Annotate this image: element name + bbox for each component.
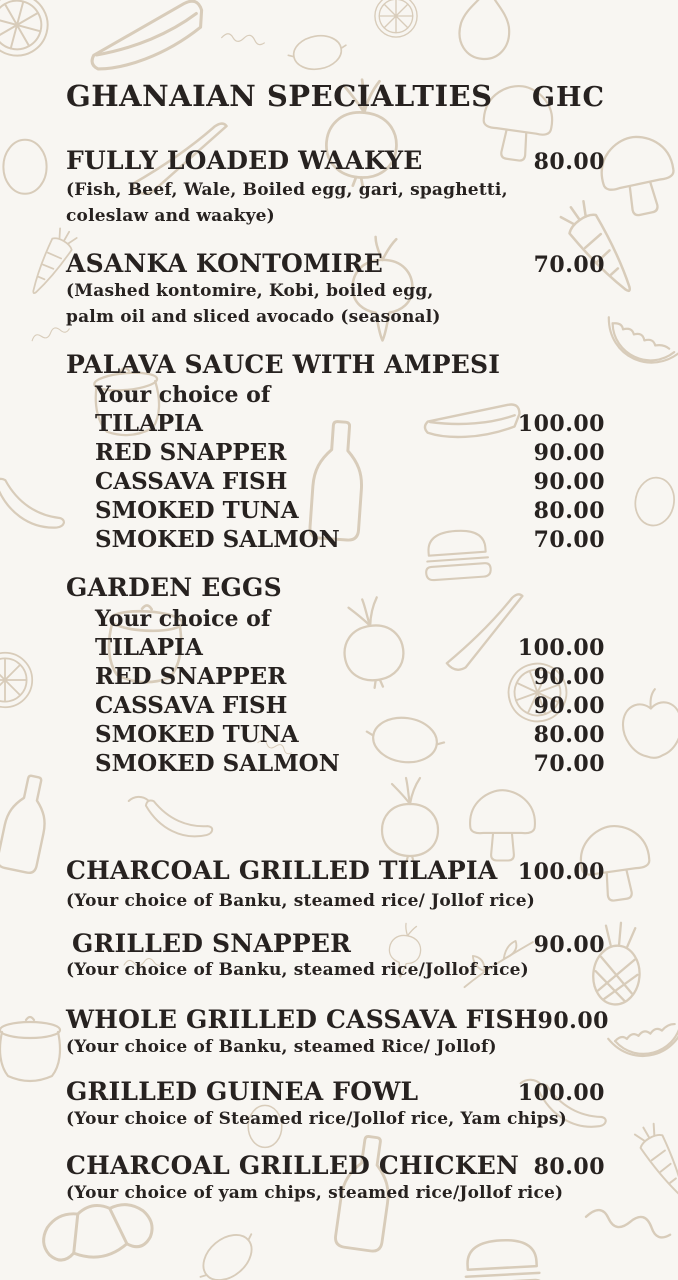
menu-option-price: 90.00	[533, 440, 605, 466]
menu-option-row	[95, 470, 605, 493]
page-title: GHANAIAN SPECIALTIES	[66, 79, 493, 113]
menu-item-row	[66, 931, 605, 956]
menu-item-desc: (Your choice of Steamed rice/Jollof rice, Yam chips)	[66, 1109, 567, 1129]
menu-section-subtitle: Your choice of	[95, 606, 271, 632]
menu-item-row	[66, 1005, 609, 1034]
menu-option-name: CASSAVA FISH	[95, 468, 288, 495]
menu-item-name: CHARCOAL GRILLED TILAPIA	[66, 856, 498, 885]
menu-item-desc: coleslaw and waakye)	[66, 206, 275, 226]
menu-option-name: SMOKED SALMON	[95, 750, 340, 777]
menu-option-price: 80.00	[533, 722, 605, 748]
menu-item-price: 90.00	[537, 1008, 609, 1034]
menu-option-name: TILAPIA	[95, 634, 203, 661]
menu-item-name: PALAVA SAUCE WITH AMPESI	[66, 350, 501, 379]
menu-option-name: SMOKED SALMON	[95, 526, 340, 553]
menu-item-desc: (Mashed kontomire, Kobi, boiled egg,	[66, 281, 434, 301]
menu-option-name: TILAPIA	[95, 410, 203, 437]
menu-option-row	[95, 752, 605, 775]
menu-option-name: RED SNAPPER	[95, 663, 287, 690]
menu-option-price: 100.00	[517, 635, 605, 661]
menu-option-name: SMOKED TUNA	[95, 497, 299, 524]
menu-item-row	[66, 1079, 605, 1104]
menu-item-desc: (Fish, Beef, Wale, Boiled egg, gari, spaghetti,	[66, 180, 508, 200]
menu-option-price: 70.00	[533, 751, 605, 777]
menu-item-row	[66, 858, 605, 883]
menu-section-title-row	[66, 352, 605, 377]
menu-item-name: ASANKA KONTOMIRE	[66, 249, 383, 278]
menu-item-name: WHOLE GRILLED CASSAVA FISH	[66, 1005, 538, 1034]
menu-option-price: 80.00	[533, 498, 605, 524]
menu-item-desc: (Your choice of Banku, steamed Rice/ Jollof)	[66, 1037, 497, 1057]
menu-option-price: 90.00	[533, 469, 605, 495]
menu-item-price: 100.00	[517, 859, 605, 885]
menu-item-price: 70.00	[533, 252, 605, 278]
menu-option-name: RED SNAPPER	[95, 439, 287, 466]
menu-item-row	[66, 251, 605, 276]
menu-item-row	[66, 148, 605, 173]
menu-item-desc: (Your choice of Banku, steamed rice/Jollof rice)	[66, 960, 529, 980]
menu-item-price: 80.00	[533, 1154, 605, 1180]
menu-option-row	[95, 528, 605, 551]
menu-option-row	[95, 499, 605, 522]
menu-option-price: 90.00	[533, 664, 605, 690]
menu-option-name: CASSAVA FISH	[95, 692, 288, 719]
menu-item-name: GARDEN EGGS	[66, 573, 282, 602]
menu-section-title-row	[66, 575, 605, 600]
menu-item-price: 90.00	[533, 932, 605, 958]
menu-item-price: 80.00	[533, 149, 605, 175]
menu-header-row	[66, 79, 605, 113]
menu-item-row	[66, 1153, 605, 1178]
menu-option-row	[95, 694, 605, 717]
menu-option-price: 90.00	[533, 693, 605, 719]
menu-option-row	[95, 723, 605, 746]
menu-item-desc: (Your choice of Banku, steamed rice/ Jollof rice)	[66, 891, 536, 911]
menu-option-price: 100.00	[517, 411, 605, 437]
menu-item-desc: palm oil and sliced avocado (seasonal)	[66, 307, 441, 327]
menu-item-name: GRILLED GUINEA FOWL	[66, 1077, 419, 1106]
menu-section-subtitle: Your choice of	[95, 382, 271, 408]
menu-option-row	[95, 412, 605, 435]
menu-option-row	[95, 636, 605, 659]
menu-option-row	[95, 665, 605, 688]
menu-option-row	[95, 441, 605, 464]
currency-header: GHC	[531, 82, 605, 113]
menu-item-name: FULLY LOADED WAAKYE	[66, 146, 423, 175]
menu-item-price: 100.00	[517, 1080, 605, 1106]
menu-item-name: GRILLED SNAPPER	[72, 929, 352, 958]
menu-option-price: 70.00	[533, 527, 605, 553]
menu-item-desc: (Your choice of yam chips, steamed rice/Jollof rice)	[66, 1183, 564, 1203]
menu-option-name: SMOKED TUNA	[95, 721, 299, 748]
menu-item-name: CHARCOAL GRILLED CHICKEN	[66, 1151, 520, 1180]
